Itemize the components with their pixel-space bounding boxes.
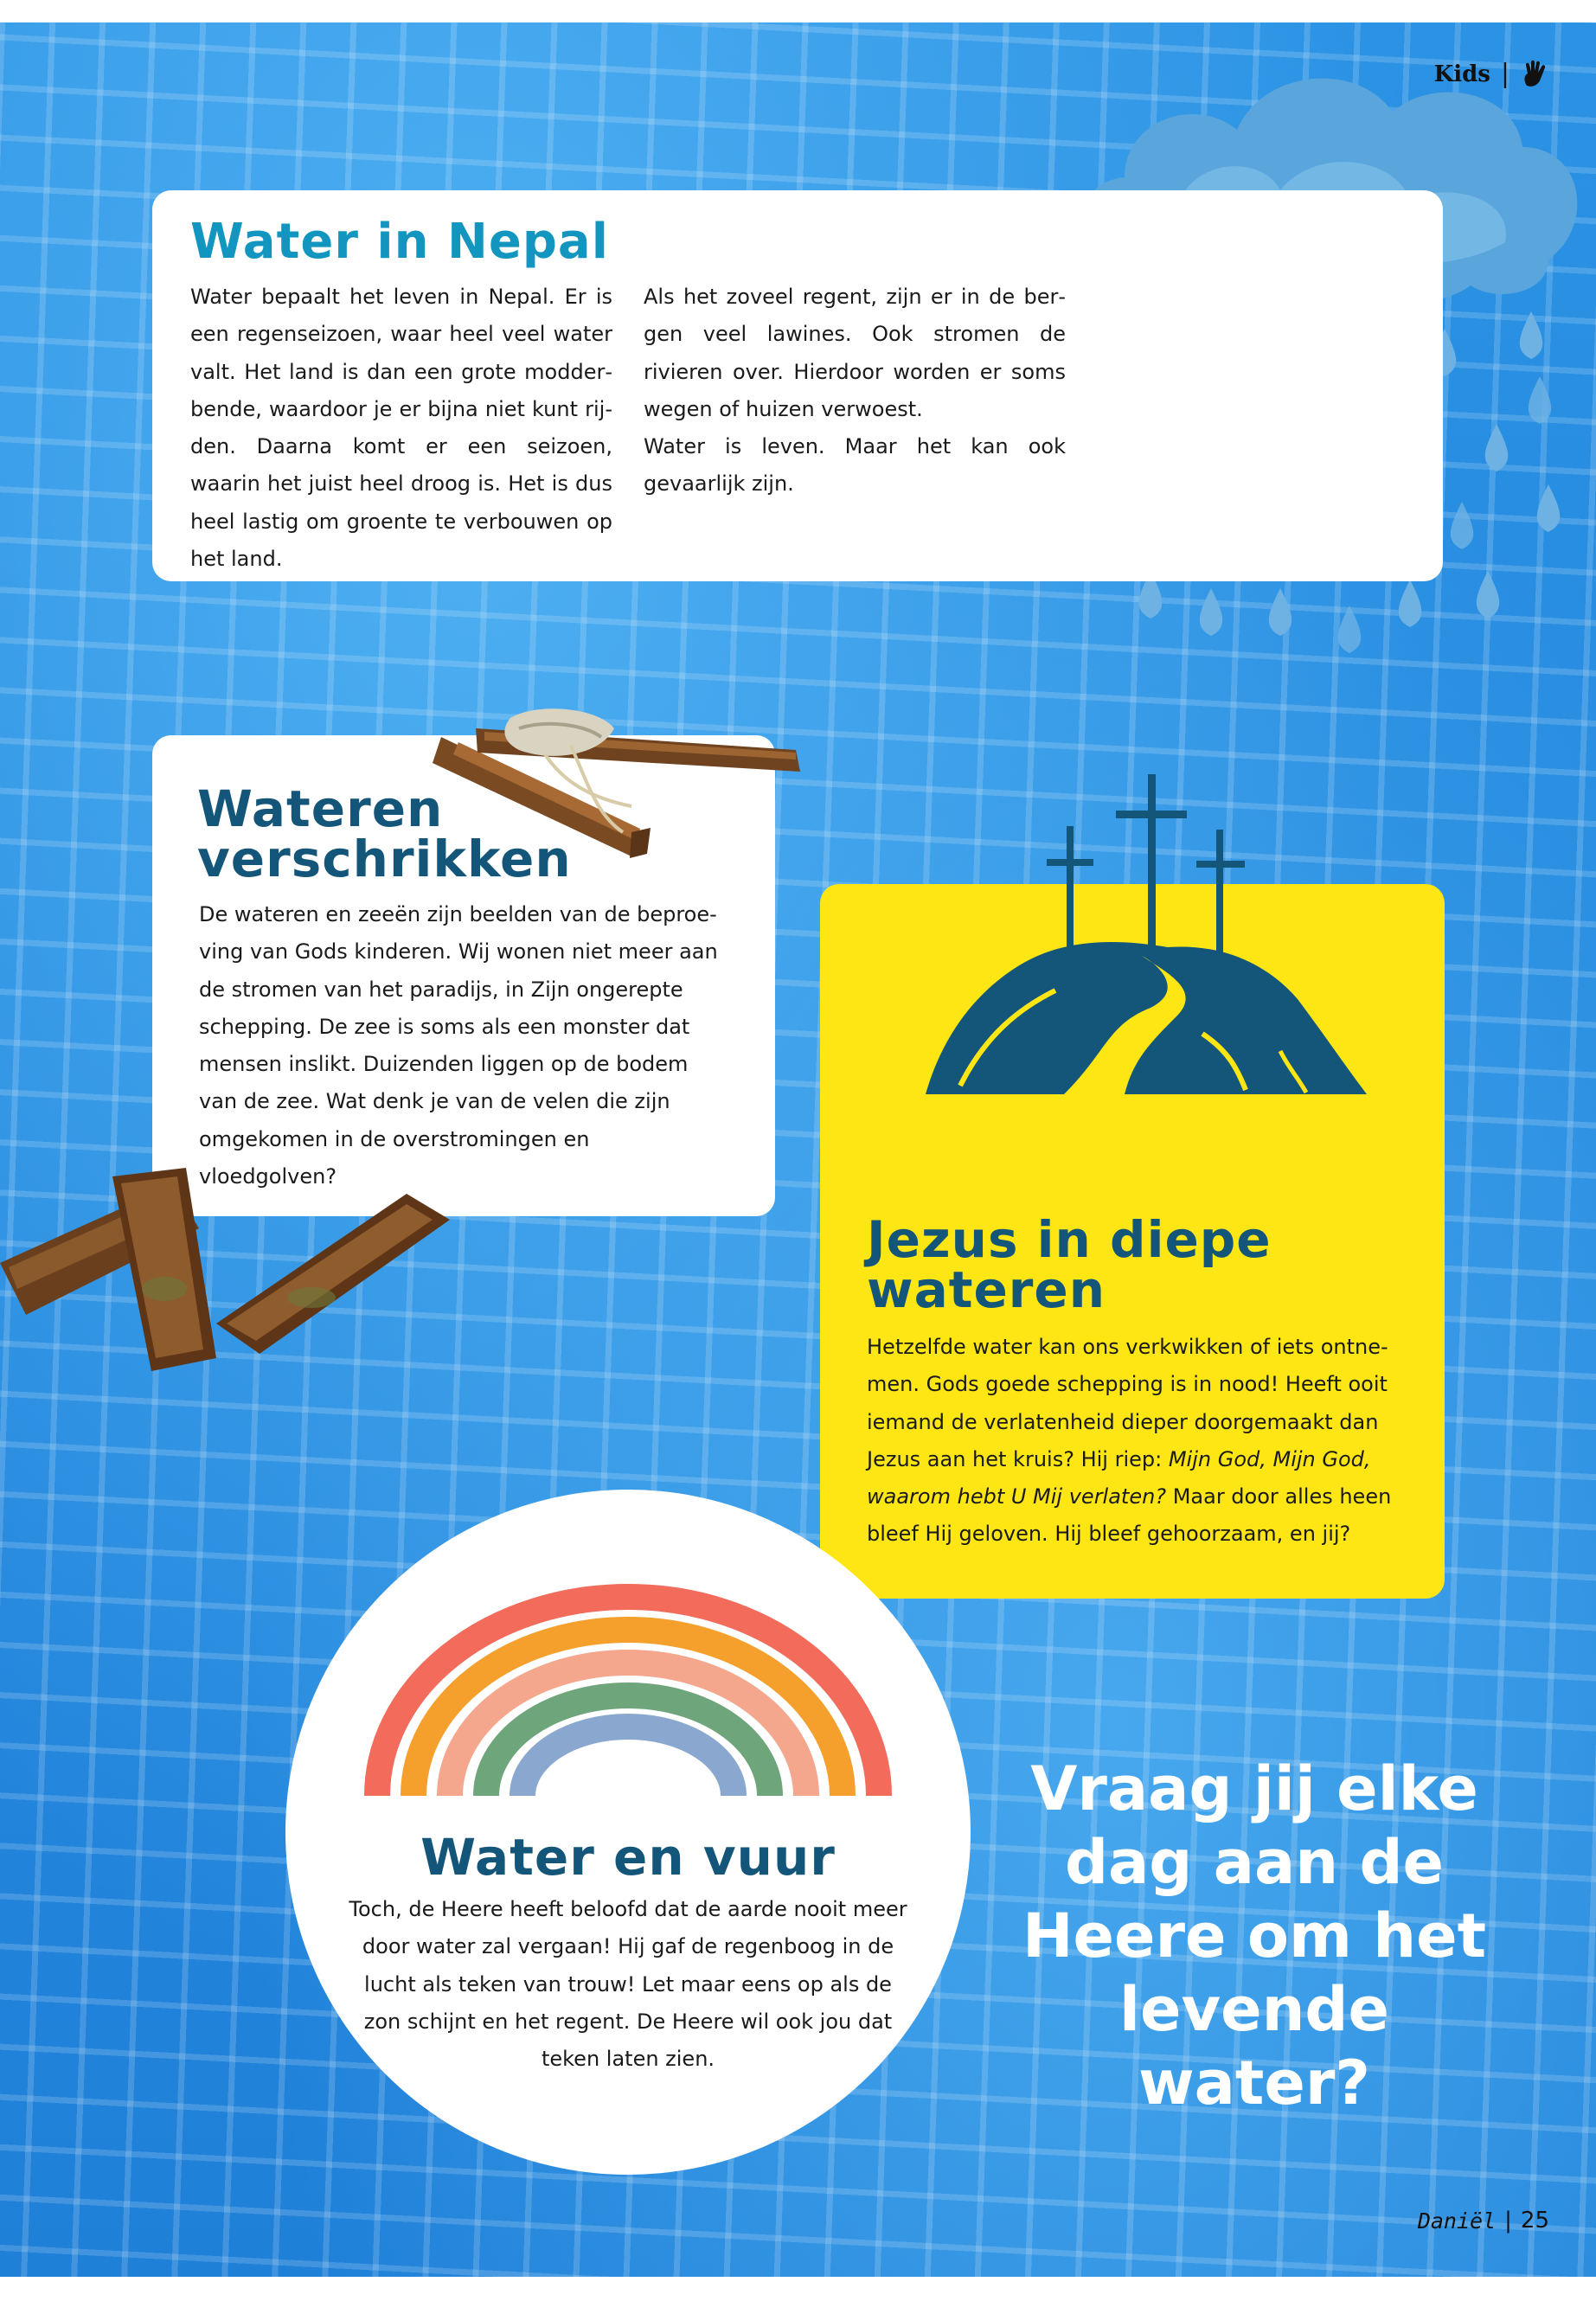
closing-question: Vraag jij elke dag aan de Heere om het levende water? [1022,1753,1487,2118]
magazine-name: Daniël [1417,2208,1497,2234]
page-footer [1418,2208,1549,2234]
jezus-body-text-1: Hetzelfde water kan ons verkwikken of iets ontnemen. Gods goede schepping is in nood! Heeft ooit iemand de verlatenheid dieper doorgemaakt dan Jezus aan het kruis? Hij riep: [867,1335,1388,1471]
nepal-column-2 [644,279,1066,503]
jezus-title: Jezus in diepe wateren [867,1210,1272,1319]
page-number: 25 [1520,2208,1549,2234]
wateren-title: Wateren verschrikken [197,779,572,888]
section-label: Kids [1433,61,1490,87]
three-crosses-hill-illustration [908,774,1375,1176]
nepal-column-1: Water bepaalt het leven in Nepal. Er is een regenseizoen, waar heel veel water valt. Het land is dan een grote modderbende, waardoor je er bijna niet kunt rijden. Daarna komt er een seizoen, waarin het juist heel droog is. Het is dus heel lastig om groente te verbouwen op het land. [190,285,612,572]
jezus-body [867,1329,1401,1554]
footer-separator: | [1504,2208,1512,2234]
wateren-body: De wateren en zeeën zijn beelden van de beproeving van Gods kinderen. Wij wonen niet meer aan de stromen van het paradijs, in Zijn ongerepte schepping. De zee is soms als een monster dat mensen inslikt. Duizenden liggen op de bodem van de zee. Wat denk je van de velen die zijn omgekomen in de overstromingen en vloedgolven? [199,902,718,1189]
top-margin [0,0,1596,22]
nepal-column-2-paragraph-1: Als het zoveel regent, zijn er in de bergen veel lawines. Ook stromen de rivieren over. Hierdoor worden er soms wegen of huizen verwoest. [644,285,1066,421]
wooden-planks-illustration [0,1159,467,1384]
vuur-title: Water en vuur [420,1828,836,1887]
crosses [1047,774,1245,968]
bottom-margin [0,2277,1596,2301]
header-separator: | [1500,59,1509,89]
nepal-title: Water in Nepal [190,214,609,270]
jezus-body-text-2: Maar door alles heen bleef Hij geloven. Hij bleef gehoorzaam, en jij? [867,1484,1392,1547]
vuur-body: Toch, de Heere heeft beloofd dat de aarde nooit meer door water zal vergaan! Hij gaf de regenboog in de lucht als teken van trouw! Let maar eens op als de zon schijnt en het regent. De Heere wil ook jou dat teken laten zien. [349,1897,907,2072]
nepal-column-2-paragraph-2: Water is leven. Maar het kan ook gevaarlijk zijn. [644,434,1066,497]
rainbow-illustration [363,1583,893,1799]
jezus-quote: Mijn God, Mijn God, waarom hebt U Mij verlaten? [867,1446,1371,1509]
